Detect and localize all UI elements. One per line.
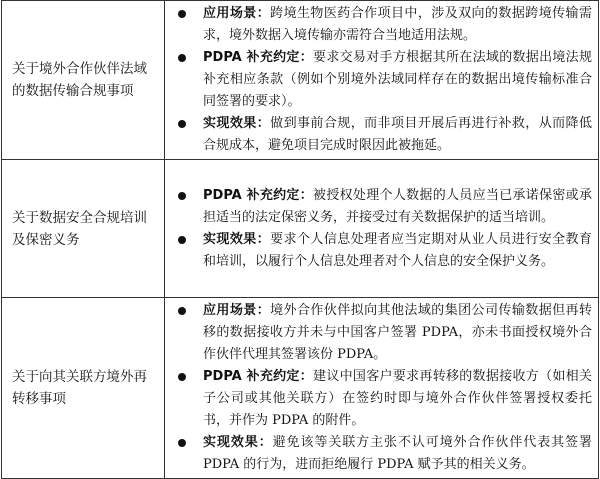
topic-cell [2, 160, 165, 298]
bullet-label: 实现效果： [203, 231, 271, 247]
table-row [2, 1, 599, 160]
bullet-text: 做到事前合规，而非项目开展后再进行补救，从而降低合规成本，避免项目完成时限因此被拖延。 [203, 116, 592, 153]
bullet-text: 被授权处理个人数据的人员应当已承诺保密或承担适当的法定保密义务，并接受过有关数据保护的适当培训。 [203, 187, 592, 225]
bullet-item [165, 47, 592, 113]
content-cell [165, 160, 599, 298]
topic-text: 关于数据安全合规培训及保密义务 [12, 209, 147, 248]
bullet-icon [178, 439, 186, 447]
bullet-item [165, 229, 592, 273]
agreement-table [1, 0, 599, 479]
bullet-list [165, 300, 592, 476]
bullet-label: 实现效果： [203, 116, 271, 131]
topic-cell [2, 1, 165, 160]
bullet-icon [178, 307, 186, 315]
bullet-text: 要求交易对手方根据其所在法域的数据出境法规补充相应条款（例如个别境外法域同样存在的数据出境传输标准合同签署的要求）。 [203, 50, 592, 109]
bullet-item [165, 432, 592, 476]
bullet-item [165, 113, 592, 157]
bullet-item [165, 3, 592, 47]
bullet-list [165, 3, 592, 157]
bullet-icon [178, 236, 186, 244]
bullet-text: 建议中国客户要求再转移的数据接收方（如相关子公司或其他关联方）在签约时即与境外合作伙伴签署授权委托书，并作为 PDPA 的附件。 [203, 369, 592, 428]
content-cell [165, 298, 599, 479]
topic-text: 关于境外合作伙伴法域的数据传输合规事项 [12, 61, 147, 99]
topic-text: 关于向其关联方境外再转移事项 [12, 369, 147, 407]
bullet-list [165, 185, 592, 273]
content-cell [165, 1, 599, 160]
bullet-text: 境外合作伙伴拟向其他法域的集团公司传输数据但再转移的数据接收方并未与中国客户签署 PDPA，亦未书面授权境外合作伙伴代理其签署该份 PDPA。 [203, 303, 592, 362]
bullet-label: PDPA 补充约定： [203, 50, 314, 65]
bullet-text: 跨境生物医药合作项目中，涉及双向的数据跨境传输需求，境外数据入境传输亦需符合当地适用法规。 [203, 6, 592, 43]
bullet-icon [178, 120, 186, 128]
bullet-item [165, 300, 592, 366]
topic-cell [2, 298, 165, 479]
bullet-icon [178, 10, 186, 18]
bullet-label: 实现效果： [203, 435, 273, 450]
bullet-icon [178, 192, 186, 200]
bullet-text: 避免该等关联方主张不认可境外合作伙伴代表其签署 PDPA 的行为，进而拒绝履行 PDPA 赋予其的相关义务。 [203, 435, 592, 472]
bullet-item [165, 366, 592, 432]
bullet-icon [178, 373, 186, 381]
bullet-label: 应用场景： [203, 6, 271, 21]
bullet-text: 要求个人信息处理者应当定期对从业人员进行安全教育和培训，以履行个人信息处理者对个人信息的安全保护义务。 [203, 231, 592, 269]
bullet-label: PDPA 补充约定： [203, 369, 314, 384]
table-row [2, 298, 599, 479]
bullet-icon [178, 54, 186, 62]
bullet-item [165, 185, 592, 229]
table-row [2, 160, 599, 298]
bullet-label: PDPA 补充约定： [203, 187, 314, 203]
bullet-label: 应用场景： [203, 303, 271, 318]
